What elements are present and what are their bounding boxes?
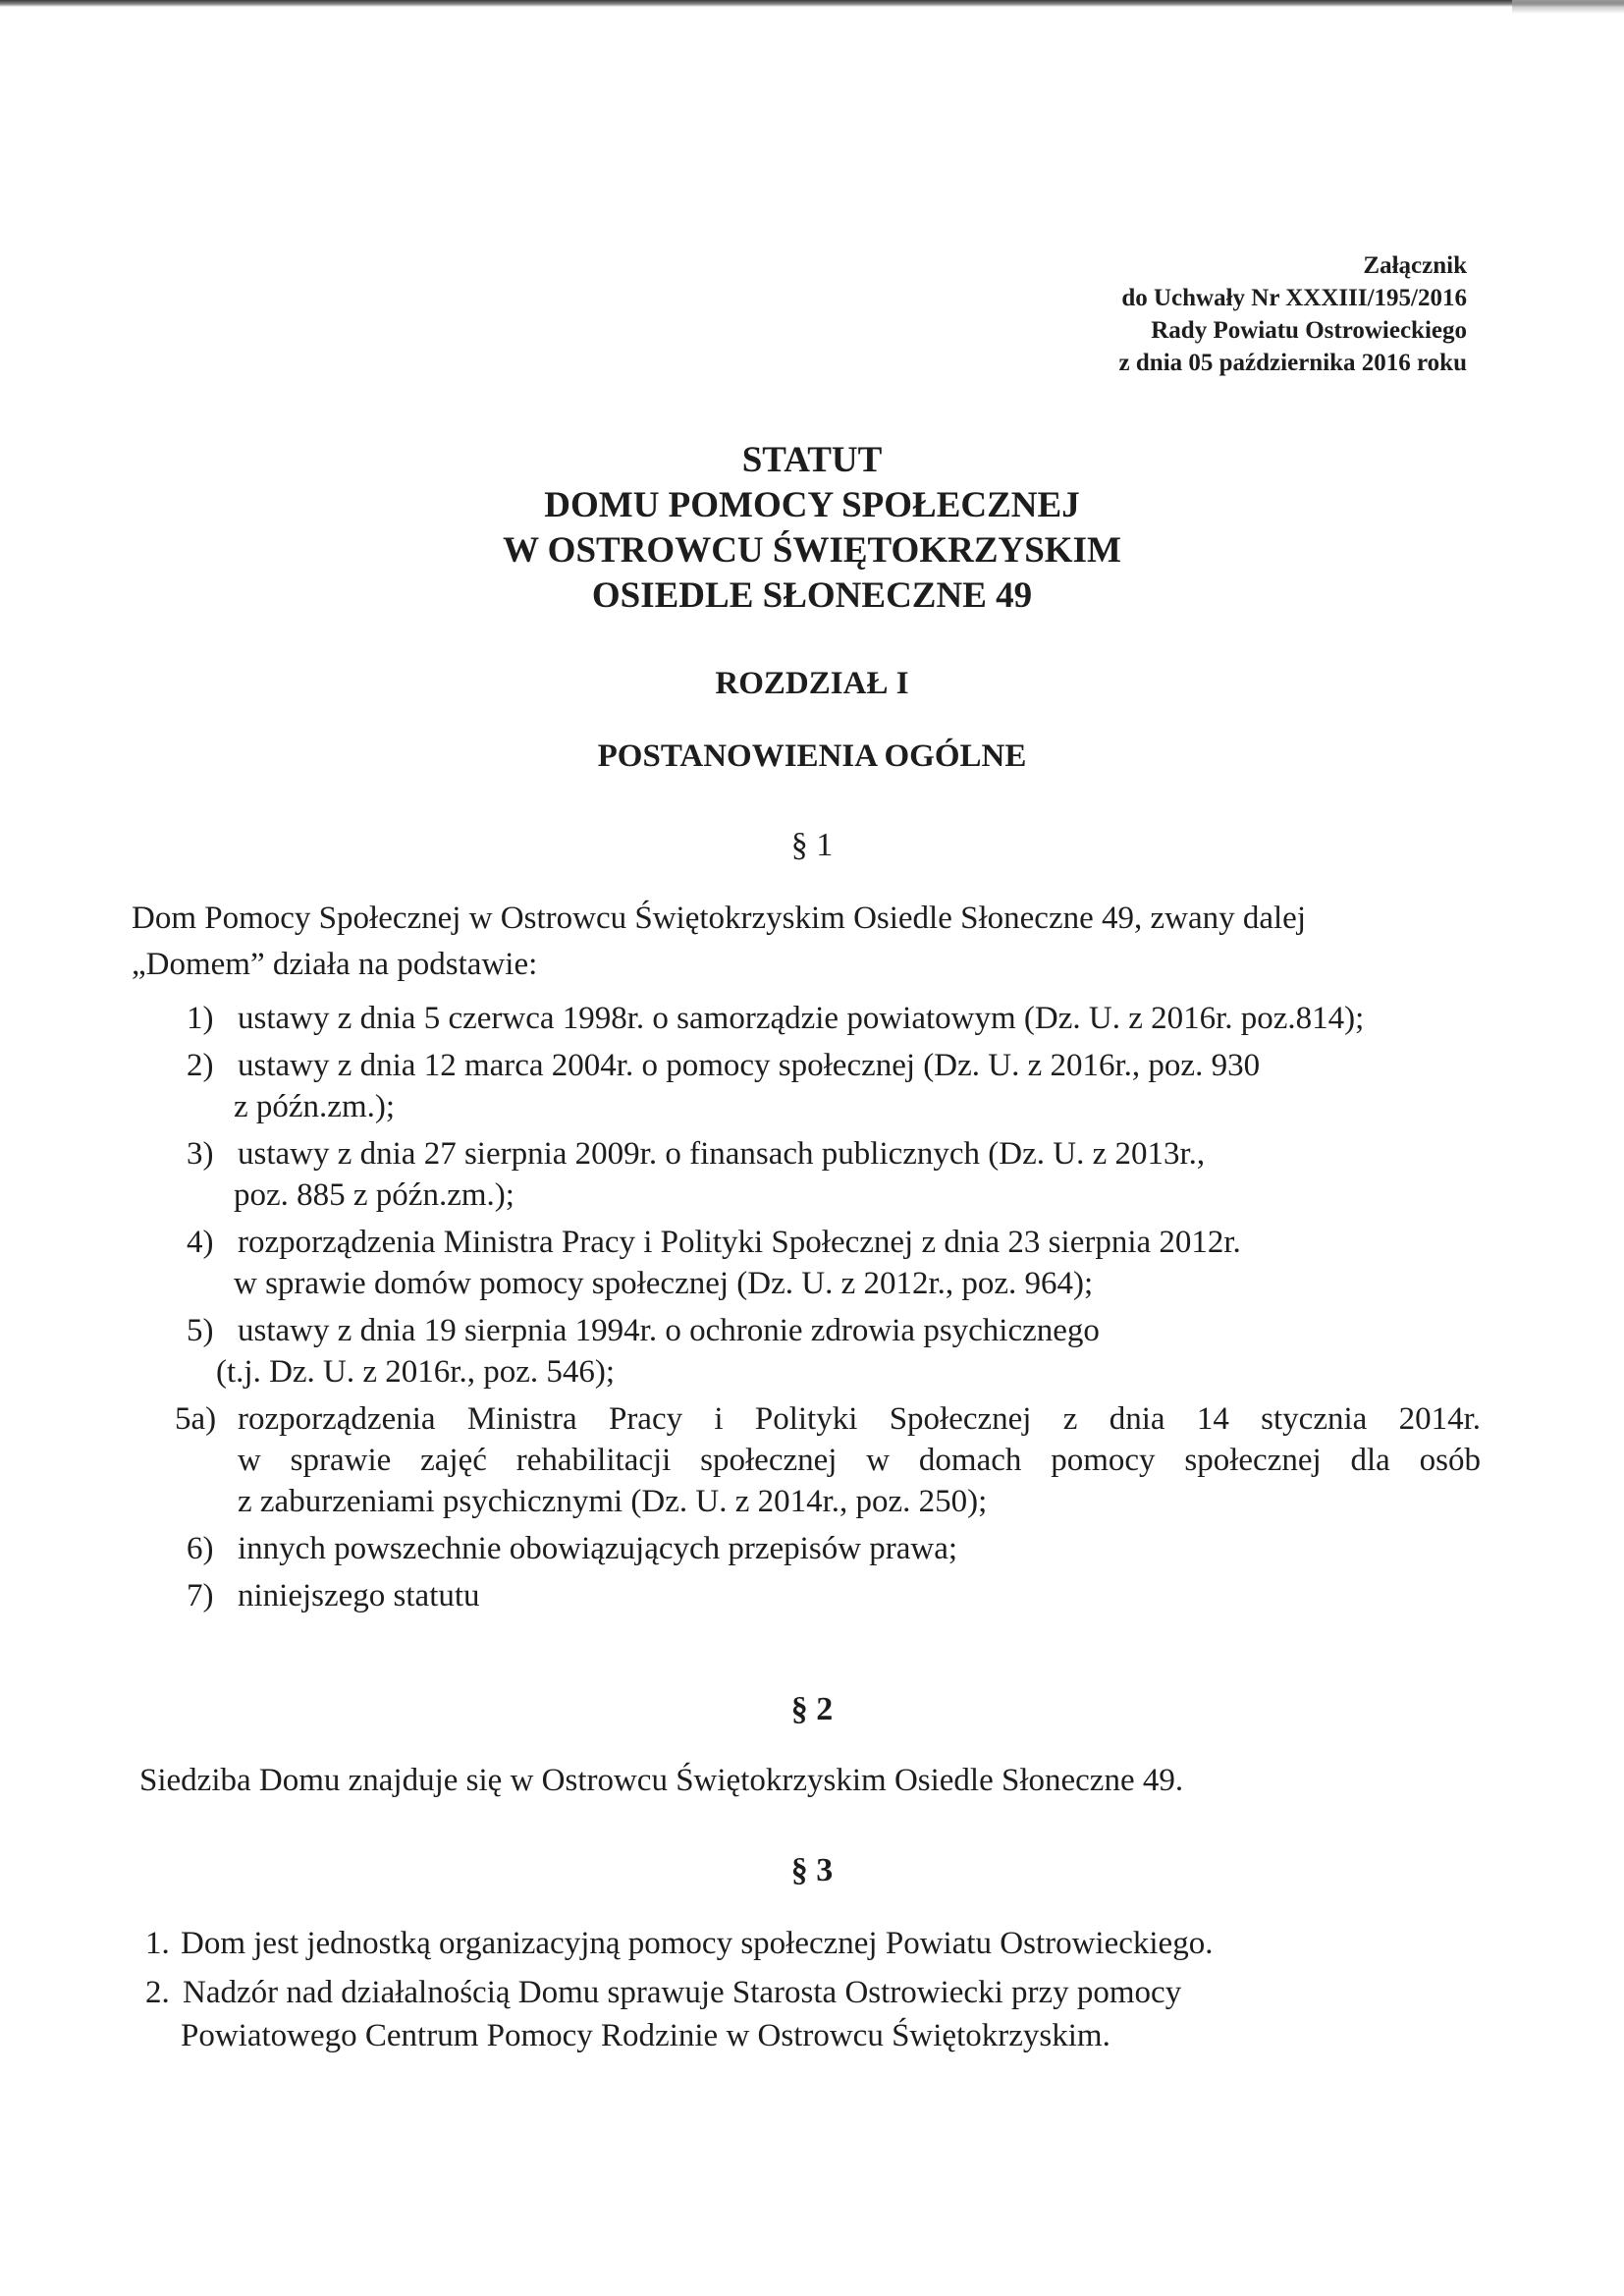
item-text: Powiatowego Centrum Pomocy Rodzinie w Ostrowcu Świętokrzyskim. (181, 2018, 1110, 2053)
list-item (145, 1972, 1422, 2054)
title-line: STATUT (741, 440, 883, 480)
title-line: W OSTROWCU ŚWIĘTOKRZYSKIM (503, 530, 1121, 571)
chapter-heading: ROZDZIAŁ I (715, 666, 909, 701)
chapter-subheading: POSTANOWIENIA OGÓLNE (597, 738, 1027, 774)
section2-text: Siedziba Domu znajduje się w Ostrowcu Świętokrzyskim Osiedle Słoneczne 49. (139, 1763, 1184, 1798)
item-number: 5a) (175, 1401, 217, 1437)
legal-basis-list (175, 998, 1483, 1616)
item-text: poz. 885 z późn.zm.); (234, 1177, 514, 1213)
item-number: 2. (145, 1975, 170, 2010)
list-item (187, 1310, 1483, 1393)
attachment-line: Rady Powiatu Ostrowieckiego (1151, 317, 1467, 344)
item-text: ustawy z dnia 12 marca 2004r. o pomocy społecznej (Dz. U. z 2016r., poz. 930 (238, 1048, 1261, 1083)
section-mark: § 3 (790, 1852, 834, 1888)
item-number: 6) (187, 1531, 214, 1566)
list-item (187, 1528, 1483, 1569)
attachment-line: do Uchwały Nr XXXIII/195/2016 (1121, 285, 1467, 311)
list-item (187, 1133, 1483, 1216)
scan-top-edge (0, 0, 1624, 7)
item-text: niniejszego statutu (238, 1578, 480, 1613)
item-number: 4) (187, 1225, 214, 1260)
list-item (187, 1045, 1483, 1127)
item-text: z późn.zm.); (234, 1089, 396, 1124)
intro-line: „Domem” działa na podstawie: (132, 947, 538, 982)
item-text: w sprawie zajęć rehabilitacji społecznej w domach pomocy społecznej dla osób (238, 1443, 1481, 1478)
item-text: rozporządzenia Ministra Pracy i Polityki Społecznej z dnia 14 stycznia 2014r. (238, 1401, 1481, 1437)
attachment-note (1119, 249, 1467, 379)
list-item (145, 1923, 1422, 1964)
item-text: z zaburzeniami psychicznymi (Dz. U. z 2014r., poz. 250); (238, 1484, 988, 1519)
item-number: 3) (187, 1136, 214, 1172)
item-text: Dom jest jednostką organizacyjną pomocy społecznej Powiatu Ostrowieckiego. (181, 1926, 1214, 1961)
item-text: ustawy z dnia 5 czerwca 1998r. o samorządzie powiatowym (Dz. U. z 2016r. poz.814); (238, 1001, 1365, 1036)
list-item (187, 998, 1483, 1039)
list-item (175, 1398, 1481, 1522)
item-text: (t.j. Dz. U. z 2016r., poz. 546); (216, 1354, 616, 1390)
attachment-line: z dnia 05 października 2016 roku (1118, 350, 1467, 376)
title-line: DOMU POMOCY SPOŁECZNEJ (544, 485, 1080, 525)
section-mark: § 1 (790, 827, 834, 863)
title-line: OSIEDLE SŁONECZNE 49 (591, 575, 1033, 616)
item-number: 1) (187, 1001, 214, 1036)
attachment-line: Załącznik (1363, 252, 1467, 279)
item-number: 7) (187, 1578, 214, 1613)
section1-intro (132, 896, 1306, 988)
item-number: 5) (187, 1313, 214, 1348)
section3-list (145, 1923, 1422, 2054)
document-title (0, 438, 1624, 619)
intro-line: Dom Pomocy Społecznej w Ostrowcu Świętokrzyskim Osiedle Słoneczne 49, zwany dalej (132, 901, 1306, 936)
list-item (187, 1575, 1483, 1616)
item-number: 1. (145, 1926, 170, 1961)
scan-corner-shadow (1512, 0, 1624, 14)
list-item (187, 1222, 1483, 1304)
item-text: ustawy z dnia 27 sierpnia 2009r. o finansach publicznych (Dz. U. z 2013r., (238, 1136, 1206, 1172)
item-text: w sprawie domów pomocy społecznej (Dz. U. z 2012r., poz. 964); (234, 1266, 1094, 1301)
item-text: rozporządzenia Ministra Pracy i Polityki Społecznej z dnia 23 sierpnia 2012r. (238, 1225, 1241, 1260)
item-text: Nadzór nad działalnością Domu sprawuje Starosta Ostrowiecki przy pomocy (183, 1975, 1182, 2010)
section-mark: § 2 (790, 1691, 834, 1727)
item-text: ustawy z dnia 19 sierpnia 1994r. o ochronie zdrowia psychicznego (238, 1313, 1100, 1348)
item-number: 2) (187, 1048, 214, 1083)
item-text: innych powszechnie obowiązujących przepisów prawa; (238, 1531, 958, 1566)
